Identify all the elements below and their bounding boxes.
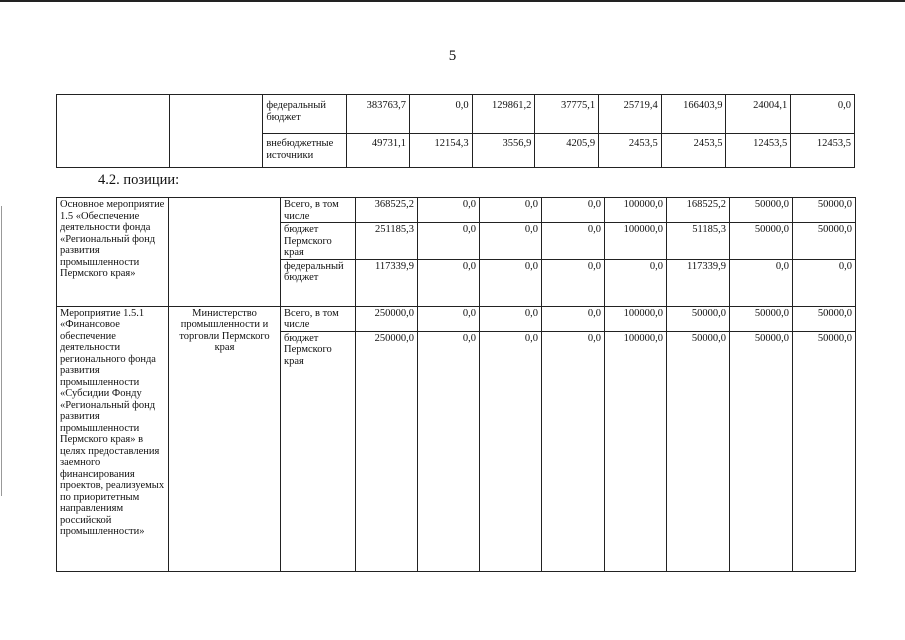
table-row — [57, 198, 856, 223]
value-cell: 50000,0 — [667, 331, 730, 571]
value-cell: 50000,0 — [730, 306, 793, 331]
value-cell: 250000,0 — [356, 306, 418, 331]
value-cell: 12453,5 — [791, 134, 855, 168]
value-cell: 0,0 — [542, 198, 605, 223]
funding-source: бюджет Пермского края — [281, 331, 356, 571]
value-cell: 250000,0 — [356, 331, 418, 571]
funding-source: Всего, в том числе — [281, 306, 356, 331]
value-cell: 0,0 — [480, 331, 542, 571]
funding-source: федеральный бюджет — [263, 95, 347, 134]
value-cell: 117339,9 — [667, 259, 730, 306]
page-number: 5 — [448, 48, 457, 64]
value-cell: 168525,2 — [667, 198, 730, 223]
value-cell: 2453,5 — [661, 134, 726, 168]
top-border-line — [0, 0, 905, 2]
funding-source: внебюджетные источники — [263, 134, 347, 168]
value-cell: 100000,0 — [605, 223, 667, 260]
value-cell: 368525,2 — [356, 198, 418, 223]
value-cell: 12154,3 — [409, 134, 472, 168]
value-cell: 24004,1 — [726, 95, 791, 134]
value-cell: 100000,0 — [605, 198, 667, 223]
value-cell: 3556,9 — [472, 134, 535, 168]
executor-cell — [170, 95, 263, 168]
value-cell: 49731,1 — [347, 134, 410, 168]
table-row — [57, 95, 855, 134]
value-cell: 0,0 — [418, 331, 480, 571]
funding-source: бюджет Пермского края — [281, 223, 356, 260]
value-cell: 0,0 — [542, 331, 605, 571]
executor-cell — [169, 198, 281, 307]
funding-source: федеральный бюджет — [281, 259, 356, 306]
value-cell: 0,0 — [605, 259, 667, 306]
value-cell: 50000,0 — [667, 306, 730, 331]
value-cell: 0,0 — [542, 306, 605, 331]
value-cell: 50000,0 — [793, 198, 856, 223]
value-cell: 129861,2 — [472, 95, 535, 134]
value-cell: 0,0 — [480, 198, 542, 223]
value-cell: 166403,9 — [661, 95, 726, 134]
value-cell: 0,0 — [418, 198, 480, 223]
value-cell: 0,0 — [791, 95, 855, 134]
activity-name: Мероприятие 1.5.1 «Финансовое обеспечение деятельности регионального фонда развития промышленности «Субсидии Фонду «Региональный фонд развития промышленности Пермского края» в целях предоставления заемного финансирования проектов, реализуемых по приоритетным направлениям российской промышленности» — [57, 306, 169, 571]
value-cell: 2453,5 — [599, 134, 662, 168]
value-cell: 0,0 — [730, 259, 793, 306]
value-cell: 0,0 — [542, 259, 605, 306]
left-scan-edge — [1, 206, 2, 496]
value-cell: 0,0 — [480, 223, 542, 260]
value-cell: 0,0 — [480, 306, 542, 331]
value-cell: 51185,3 — [667, 223, 730, 260]
value-cell: 0,0 — [542, 223, 605, 260]
value-cell: 251185,3 — [356, 223, 418, 260]
value-cell: 0,0 — [409, 95, 472, 134]
value-cell: 50000,0 — [793, 223, 856, 260]
value-cell: 0,0 — [418, 259, 480, 306]
value-cell: 0,0 — [793, 259, 856, 306]
value-cell: 37775,1 — [535, 95, 599, 134]
budget-table-positions — [56, 197, 856, 572]
value-cell: 4205,9 — [535, 134, 599, 168]
activity-cell — [57, 95, 170, 168]
activity-name: Основное мероприятие 1.5 «Обеспечение деятельности фонда «Региональный фонд развития промышленности Пермского края» — [57, 198, 169, 307]
value-cell: 50000,0 — [730, 331, 793, 571]
value-cell: 383763,7 — [347, 95, 410, 134]
value-cell: 117339,9 — [356, 259, 418, 306]
value-cell: 50000,0 — [730, 198, 793, 223]
funding-source: Всего, в том числе — [281, 198, 356, 223]
executor-cell: Министерство промышленности и торговли Пермского края — [169, 306, 281, 571]
value-cell: 0,0 — [418, 223, 480, 260]
section-title: 4.2. позиции: — [98, 172, 180, 188]
value-cell: 100000,0 — [605, 306, 667, 331]
value-cell: 25719,4 — [599, 95, 662, 134]
value-cell: 0,0 — [418, 306, 480, 331]
table-row — [57, 306, 856, 331]
value-cell: 12453,5 — [726, 134, 791, 168]
value-cell: 100000,0 — [605, 331, 667, 571]
value-cell: 50000,0 — [793, 306, 856, 331]
value-cell: 50000,0 — [730, 223, 793, 260]
value-cell: 50000,0 — [793, 331, 856, 571]
budget-table-continued — [56, 94, 855, 168]
value-cell: 0,0 — [480, 259, 542, 306]
